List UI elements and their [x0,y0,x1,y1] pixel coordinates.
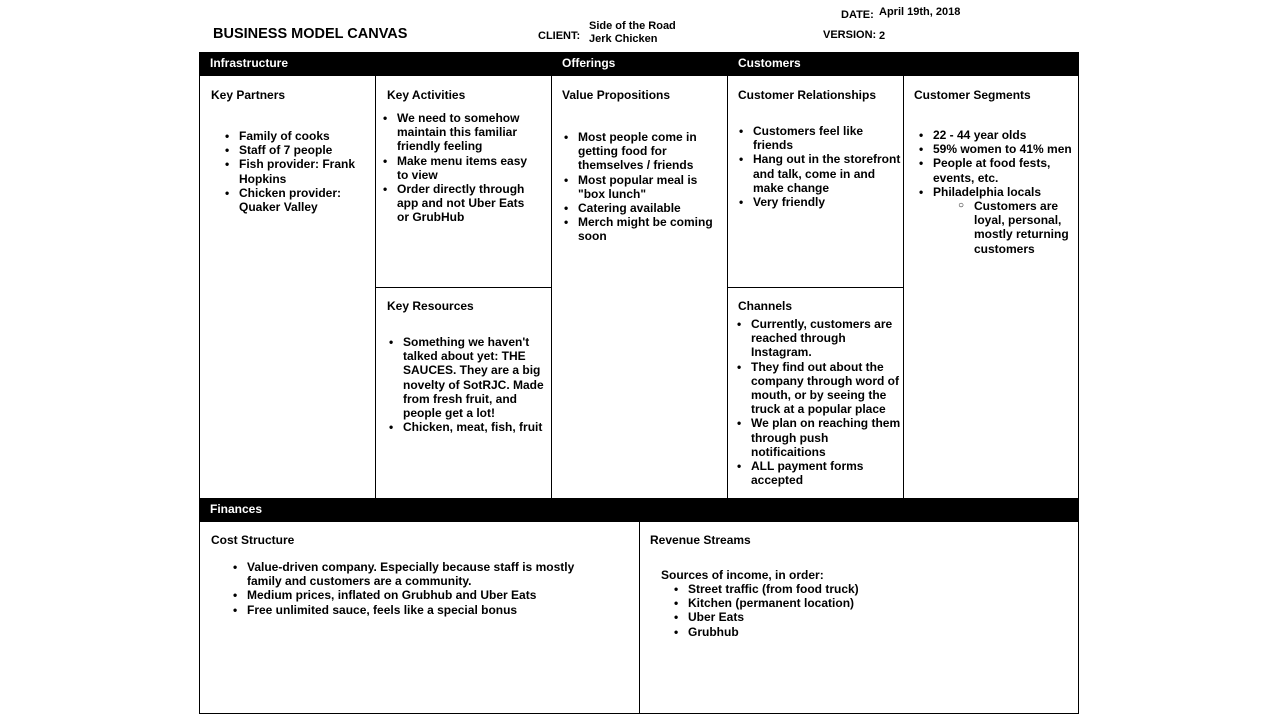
list-item: • Family of cooks [239,129,369,143]
list-item: • Philadelphia locals [933,185,1075,199]
cost-structure-box [199,521,640,714]
list-item: • Something we haven't talked about yet: THE SAUCES. They are a big novelty of SotRJC. Made from fresh fruit, and people get a lot! [403,335,546,420]
list-item: • Value-driven company. Especially because staff is mostly family and customers are a community. [247,560,592,588]
key-resources-box [375,287,552,499]
list-item: • 22 - 44 year olds [933,128,1075,142]
revenue-streams-intro: Sources of income, in order: [661,568,824,582]
version-value: 2 [879,30,886,42]
list-item: • Make menu items easy to view [397,154,532,182]
list-item: • Grubhub [688,625,988,639]
client-label: CLIENT: [538,30,581,42]
list-item: • Customers feel like friends [753,124,901,152]
customer-segments-sublist [974,199,1076,256]
revenue-streams-box [639,521,1079,714]
client-name-line2: Jerk Chicken [589,33,658,45]
section-finances: Finances [210,502,263,516]
cost-structure-list [247,560,592,617]
list-item: • Order directly through app and not Uber Eats or GrubHub [397,182,532,225]
client-name-line1: Side of the Road [589,20,676,32]
list-item: • We need to somehow maintain this familiar friendly feeling [397,111,532,154]
key-partners-title: Key Partners [211,88,286,102]
list-item: • They find out about the company through word of mouth, or by seeing the truck at a popular place [751,360,902,417]
key-resources-list [403,335,546,434]
list-item: • Staff of 7 people [239,143,369,157]
section-infrastructure: Infrastructure [210,56,289,70]
list-item: • Chicken, meat, fish, fruit [403,420,546,434]
list-item: • We plan on reaching them through push notificaitions [751,416,902,459]
list-item: • Medium prices, inflated on Grubhub and Uber Eats [247,588,592,602]
value-propositions-title: Value Propositions [562,88,671,102]
list-item: • Currently, customers are reached through Instagram. [751,317,902,360]
key-partners-box [199,75,376,499]
customer-segments-title: Customer Segments [914,88,1031,102]
channels-list [751,317,902,487]
list-item: • Free unlimited sauce, feels like a special bonus [247,603,592,617]
section-header-bar [199,52,1079,75]
version-label: VERSION: [823,29,877,41]
key-partners-list [239,129,369,214]
channels-title: Channels [738,299,793,313]
list-item: • Fish provider: Frank Hopkins [239,157,369,185]
list-item: • Chicken provider: Quaker Valley [239,186,369,214]
value-propositions-list [578,130,720,244]
list-item: ○ Customers are loyal, personal, mostly returning customers [974,199,1076,256]
revenue-streams-list [688,582,988,639]
section-customers: Customers [738,56,801,70]
list-item: • Street traffic (from food truck) [688,582,988,596]
key-resources-title: Key Resources [387,299,474,313]
list-item: • Very friendly [753,195,901,209]
list-item: • Merch might be coming soon [578,215,720,243]
customer-relationships-box [727,75,904,288]
date-label: DATE: [841,9,874,21]
channels-box [727,287,904,499]
customer-relationships-list [753,124,901,209]
key-activities-title: Key Activities [387,88,466,102]
customer-relationships-title: Customer Relationships [738,88,877,102]
key-activities-list [397,111,532,225]
cost-structure-title: Cost Structure [211,533,295,547]
page-title: BUSINESS MODEL CANVAS [213,26,408,42]
date-value: April 19th, 2018 [879,6,961,18]
list-item: • Most popular meal is "box lunch" [578,173,720,201]
list-item: • Most people come in getting food for themselves / friends [578,130,720,173]
list-item: • People at food fests, events, etc. [933,156,1075,184]
section-offerings: Offerings [562,56,616,70]
list-item: • Kitchen (permanent location) [688,596,988,610]
list-item: • Hang out in the storefront and talk, come in and make change [753,152,901,195]
list-item: • 59% women to 41% men [933,142,1075,156]
list-item: • Catering available [578,201,720,215]
value-propositions-box [551,75,728,499]
finances-header-bar [199,498,1079,521]
list-item: • Uber Eats [688,610,988,624]
customer-segments-list [933,128,1075,199]
customer-segments-box [903,75,1079,499]
list-item: • ALL payment forms accepted [751,459,902,487]
revenue-streams-title: Revenue Streams [650,533,751,547]
key-activities-box [375,75,552,288]
